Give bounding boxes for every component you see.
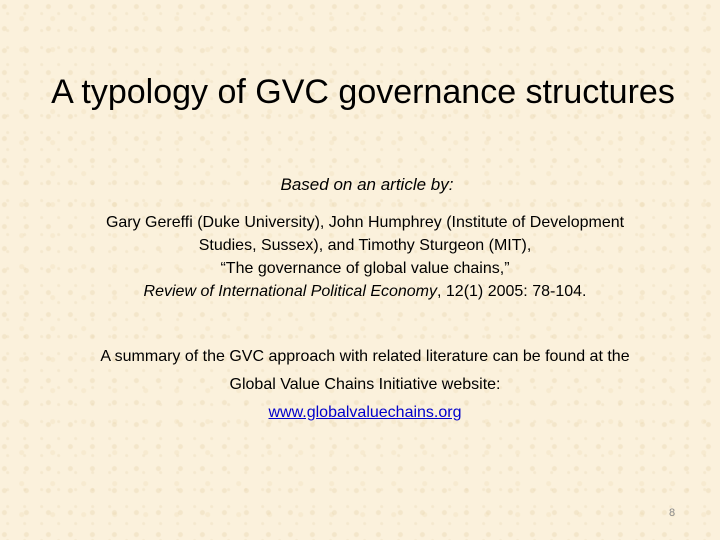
page-number: 8 (668, 507, 676, 519)
article-citation (0, 211, 720, 303)
citation-journal-line (0, 280, 720, 303)
based-on-label: Based on an article by: (280, 175, 454, 194)
summary-text (0, 343, 720, 427)
citation-journal-details: , 12(1) 2005: 78-104. (437, 283, 587, 300)
citation-journal-name: Review of International Political Economy (143, 283, 438, 300)
citation-article-title: “The governance of global value chains,” (220, 260, 510, 277)
citation-authors-line-2: Studies, Sussex), and Timothy Sturgeon (MIT), (198, 237, 532, 254)
summary-line-1: A summary of the GVC approach with related literature can be found at the (100, 348, 630, 365)
summary-line-2: Global Value Chains Initiative website: (229, 376, 501, 393)
slide-title: A typology of GVC governance structures (51, 73, 675, 111)
citation-authors-line-1: Gary Gereffi (Duke University), John Humphrey (Institute of Development (105, 214, 625, 231)
summary-link-line (0, 399, 720, 427)
website-link[interactable]: www.globalvaluechains.org (268, 404, 462, 421)
